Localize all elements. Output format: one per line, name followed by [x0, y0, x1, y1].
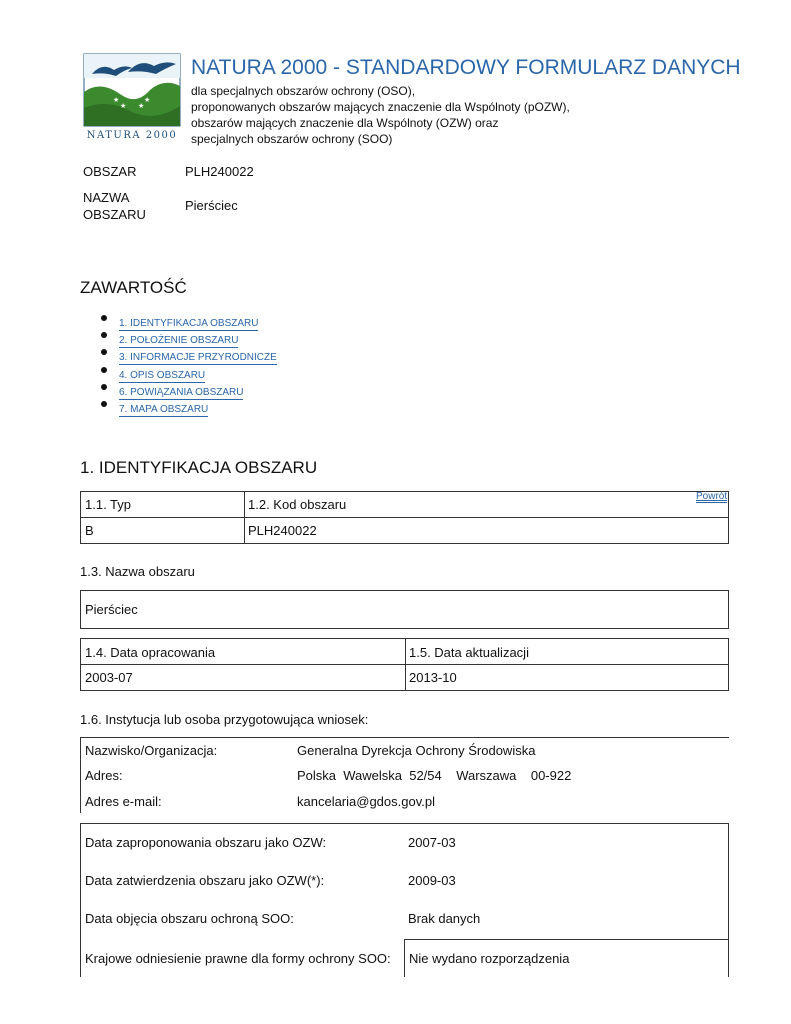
site-code-label: OBSZAR: [83, 164, 137, 179]
svg-text:★: ★: [144, 96, 151, 104]
page-title: NATURA 2000 - STANDARDOWY FORMULARZ DANYCH: [191, 56, 741, 79]
contents-heading: ZAWARTOŚĆ: [80, 278, 187, 297]
respondent-left-border: [80, 737, 81, 813]
site-code-label-1-2: 1.2. Kod obszaru: [248, 497, 347, 512]
svg-text:★: ★: [113, 96, 120, 104]
site-name-label-1-3: 1.3. Nazwa obszaru: [80, 564, 195, 579]
toc-link-identification[interactable]: 1. IDENTYFIKACJA OBSZARU: [119, 318, 259, 329]
site-name-label-line-1: NAZWA: [83, 190, 130, 205]
bullet-icon: [101, 384, 107, 390]
email-value: kancelaria@gdos.gov.pl: [297, 794, 435, 809]
site-name-label-line-2: OBSZARU: [83, 207, 146, 222]
proposed-sci-label: Data zaproponowania obszaru jako OZW:: [85, 835, 327, 850]
dates-box-left-border: [80, 823, 81, 977]
bullet-icon: [101, 401, 107, 407]
table-divider: [80, 664, 729, 665]
confirmed-sci-value: 2009-03: [408, 873, 456, 888]
section-1-heading: 1. IDENTYFIKACJA OBSZARU: [80, 458, 318, 477]
toc-item: [100, 314, 277, 331]
respondent-label: 1.6. Instytucja lub osoba przygotowująca wniosek:: [80, 712, 369, 727]
svg-text:★: ★: [138, 88, 145, 96]
toc-link-map[interactable]: 7. MAPA OBSZARU: [119, 403, 209, 415]
subtitle-line-3: obszarów mających znaczenie dla Wspólnoty (OZW) oraz: [191, 116, 499, 130]
email-label: Adres e-mail:: [85, 794, 162, 809]
svg-text:NATURA 2000: NATURA 2000: [86, 130, 178, 141]
type-label: 1.1. Typ: [85, 497, 132, 512]
dates-box-right-border: [728, 823, 729, 977]
bullet-icon: [101, 349, 107, 355]
proposed-sci-value: 2007-03: [408, 835, 456, 850]
toc-link-relations[interactable]: 6. POWIĄZANIA OBSZARU: [119, 386, 244, 398]
toc-item: [100, 366, 277, 383]
toc-item: [100, 331, 277, 348]
update-date-value: 2013-10: [409, 670, 457, 685]
org-value: Generalna Dyrekcja Ochrony Środowiska: [297, 743, 536, 758]
update-date-label: 1.5. Data aktualizacji: [409, 645, 529, 660]
toc-item: [100, 400, 277, 417]
table-divider: [404, 939, 729, 940]
table-divider: [404, 939, 405, 977]
svg-text:★: ★: [120, 102, 127, 110]
subtitle-line-1: dla specjalnych obszarów ochrony (OSO),: [191, 84, 416, 98]
compiled-date-label: 1.4. Data opracowania: [85, 645, 216, 660]
bullet-icon: [101, 332, 107, 338]
subtitle-line-4: specjalnych obszarów ochrony (SOO): [191, 132, 393, 146]
toc-link-description[interactable]: 4. OPIS OBSZARU: [119, 369, 206, 381]
site-code-value: PLH240022: [185, 164, 254, 179]
type-value: B: [85, 523, 94, 538]
designated-sac-label: Data objęcia obszaru ochroną SOO:: [85, 911, 294, 926]
site-name-box: [80, 590, 729, 629]
svg-text:★: ★: [138, 102, 145, 110]
subtitle-line-2: proponowanych obszarów mających znaczenie dla Wspólnoty (pOZW),: [191, 100, 570, 114]
compiled-date-value: 2003-07: [85, 670, 133, 685]
back-link[interactable]: Powrót: [696, 491, 728, 502]
dates-box-top-border: [80, 823, 729, 824]
site-name-value-1-3: Pierściec: [85, 602, 138, 617]
table-divider: [80, 517, 729, 518]
respondent-top-border: [80, 737, 729, 738]
svg-text:★: ★: [120, 88, 127, 96]
address-value: Polska Wawelska 52/54 Warszawa 00-922: [297, 768, 572, 783]
bullet-icon: [101, 315, 107, 321]
toc-link-location[interactable]: 2. POŁOŻENIE OBSZARU: [119, 335, 239, 347]
toc-item: [100, 383, 277, 400]
designated-sac-value: Brak danych: [408, 911, 481, 926]
address-label: Adres:: [85, 768, 123, 783]
site-code-value-1-2: PLH240022: [248, 523, 317, 538]
org-label: Nazwisko/Organizacja:: [85, 743, 218, 758]
toc-link-ecological-info[interactable]: 3. INFORMACJE PRZYRODNICZE: [119, 352, 277, 364]
legal-reference-value: Nie wydano rozporządzenia: [409, 951, 570, 966]
natura-2000-logo: [80, 52, 184, 142]
svg-text:★: ★: [129, 84, 136, 92]
legal-reference-label: Krajowe odniesienie prawne dla formy ochrony SOO:: [85, 951, 391, 966]
site-name-value: Pierściec: [185, 198, 238, 213]
toc-item: [100, 348, 277, 365]
table-of-contents: [100, 314, 277, 417]
bullet-icon: [101, 367, 107, 373]
confirmed-sci-label: Data zatwierdzenia obszaru jako OZW(*):: [85, 873, 325, 888]
